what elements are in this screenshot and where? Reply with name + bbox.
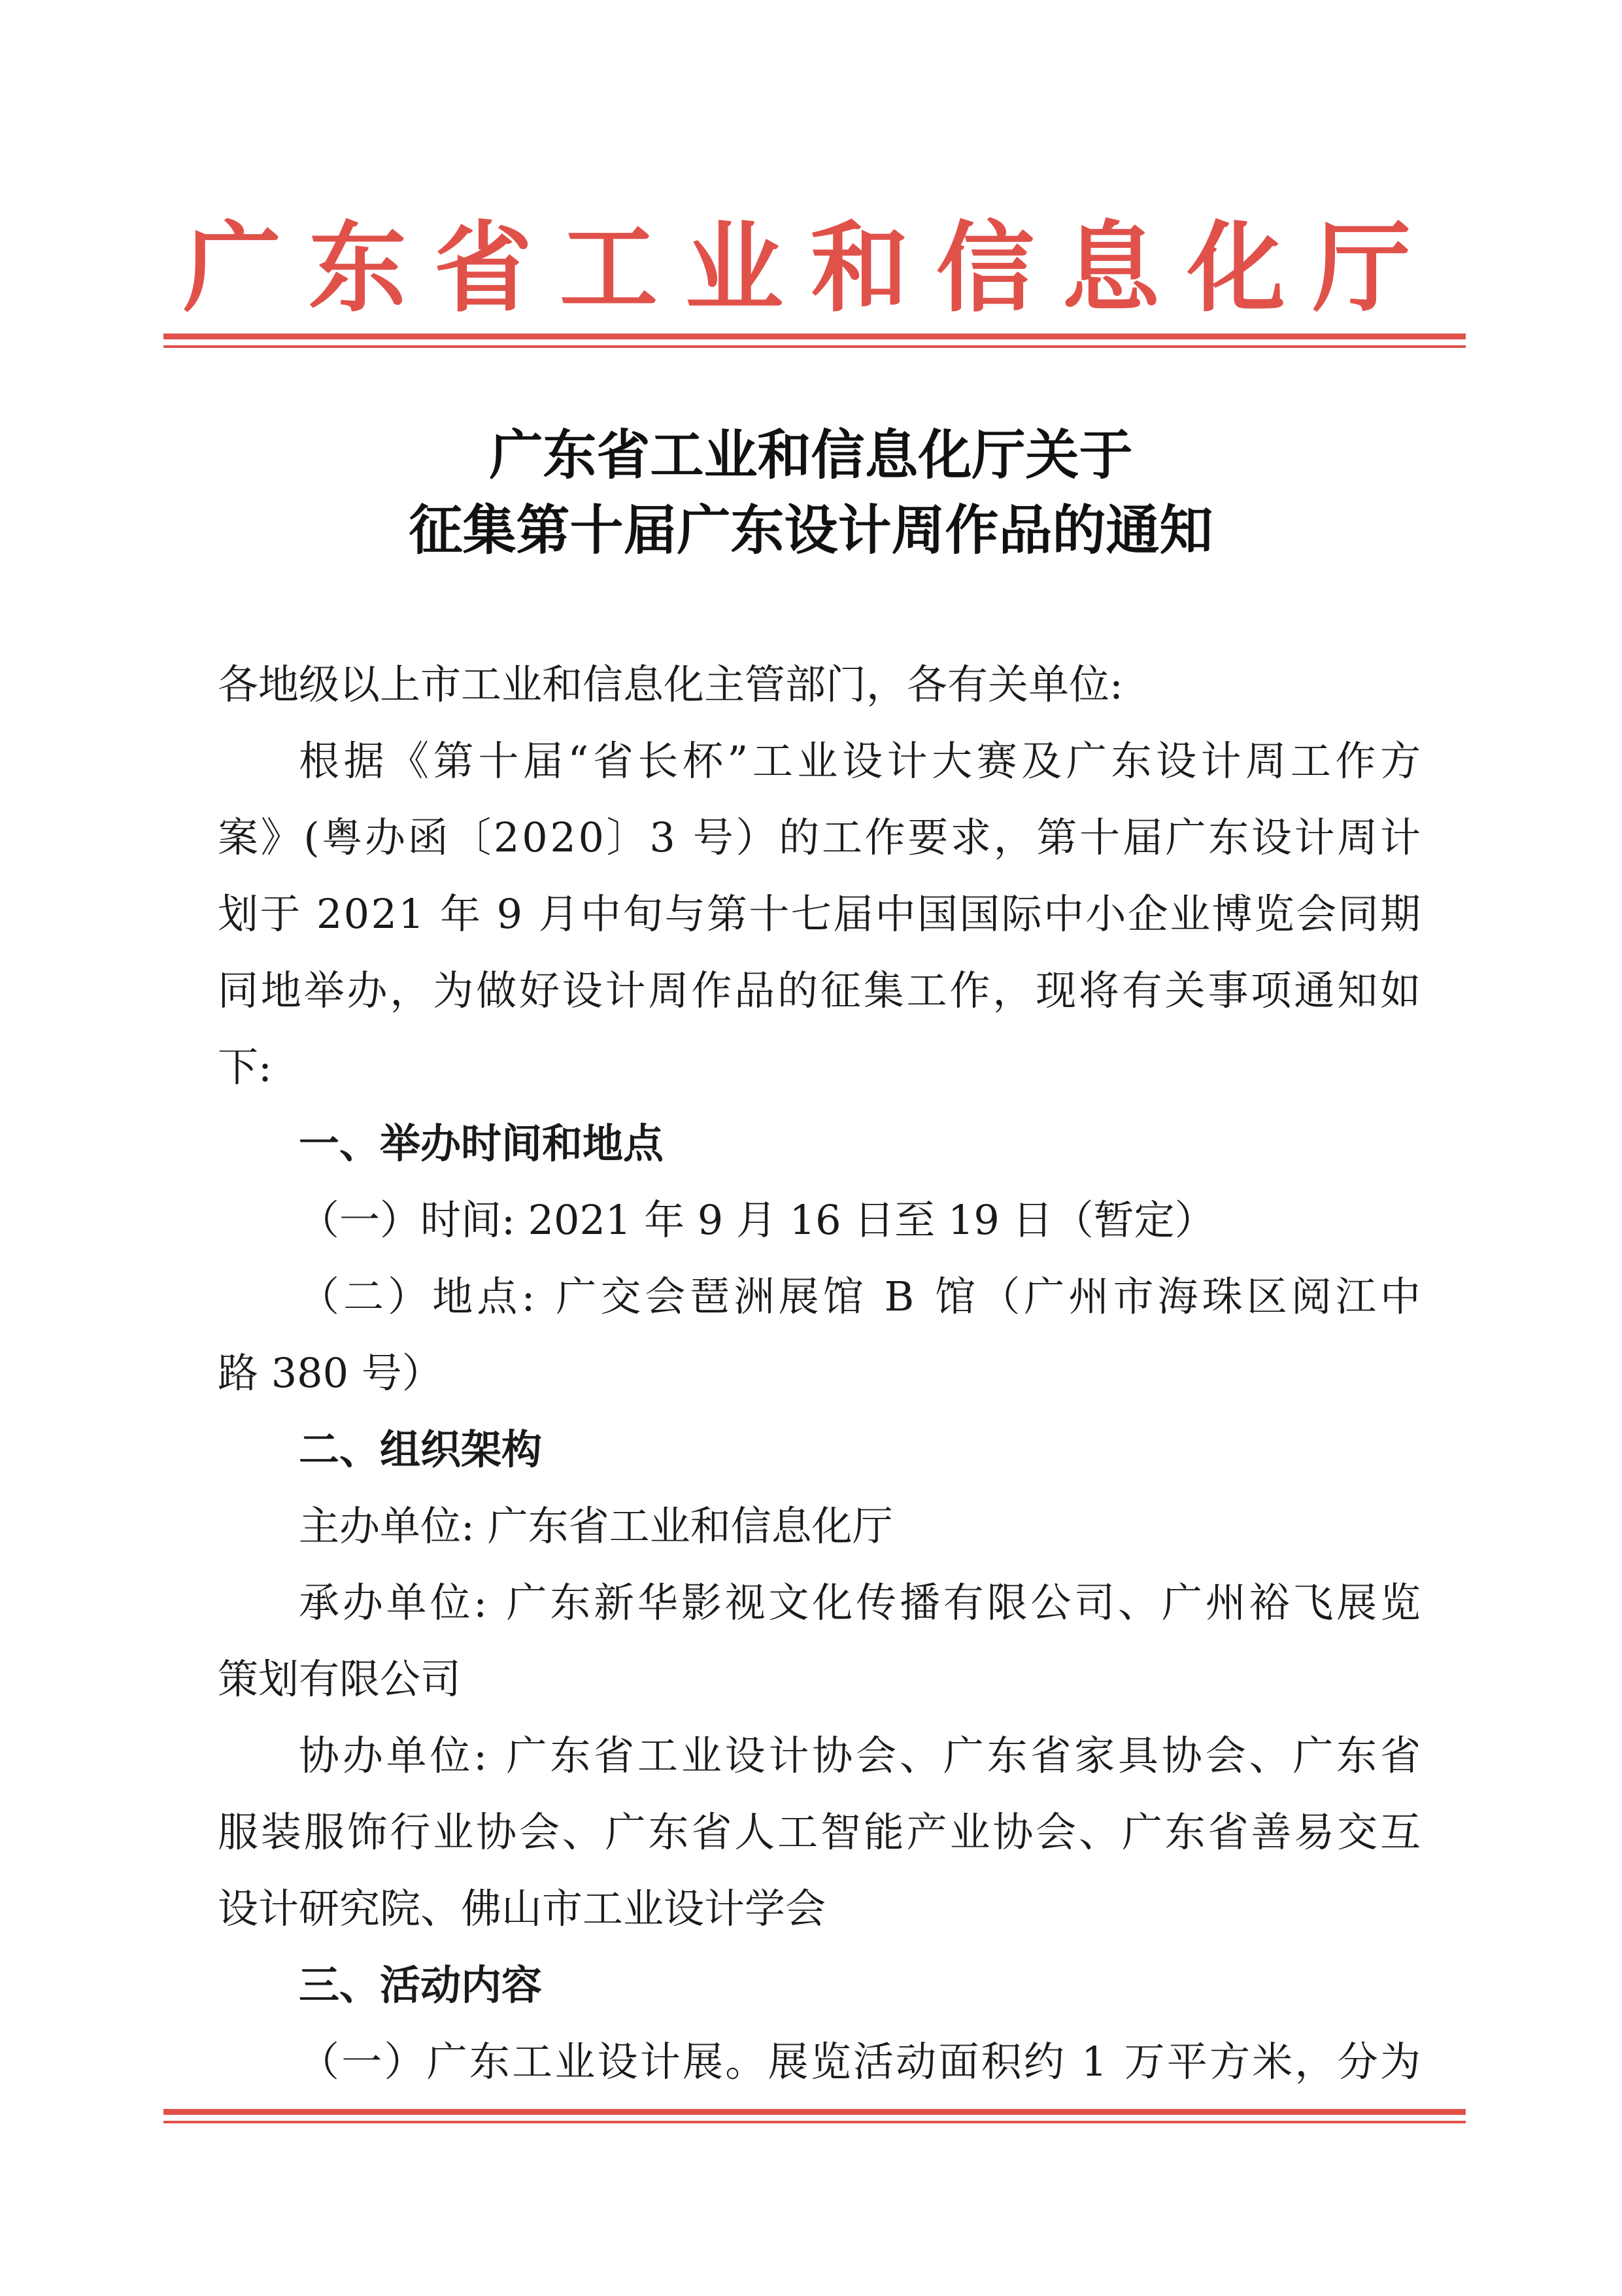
footer-rule-thin (163, 2121, 1466, 2123)
event-place-cont: 路 380 号） (218, 1349, 443, 1397)
organizer-unit-cont: 策划有限公司 (218, 1655, 462, 1703)
co-organizer-unit: 协办单位: 广东省工业设计协会、广东省家具协会、广东省 (299, 1732, 1424, 1779)
document-title-line-2: 征集第十届广东设计周作品的通知 (409, 499, 1213, 562)
intro-line: 划于 2021 年 9 月中旬与第十七届中国国际中小企业博览会同期 (218, 890, 1423, 938)
intro-line: 根据《第十届“省长杯”工业设计大赛及广东设计周工作方 (299, 737, 1425, 785)
activity-item: （一）广东工业设计展。展览活动面积约 1 万平方米，分为 (299, 2038, 1423, 2085)
event-place: （二）地点: 广交会琶洲展馆 B 馆（广州市海珠区阅江中 (299, 1273, 1425, 1320)
intro-line: 案》(粤办函〔2020〕3 号）的工作要求，第十届广东设计周计 (218, 814, 1423, 861)
salutation: 各地级以上市工业和信息化主管部门，各有关单位: (218, 660, 1123, 708)
section-heading: 二、组织架构 (299, 1426, 543, 1473)
document-title-line-1: 广东省工业和信息化厅关于 (489, 424, 1133, 487)
event-time: （一）时间: 2021 年 9 月 16 日至 19 日（暂定） (299, 1196, 1215, 1244)
section-heading: 一、举办时间和地点 (299, 1120, 664, 1167)
host-unit: 主办单位: 广东省工业和信息化厅 (299, 1502, 893, 1550)
document-body (218, 646, 1425, 2100)
section-heading: 三、活动内容 (299, 1961, 543, 2009)
intro-line: 同地举办，为做好设计周作品的征集工作，现将有关事项通知如 (218, 967, 1423, 1014)
footer-rule-thick (163, 2109, 1466, 2115)
header-rule-thin (163, 345, 1466, 348)
organizer-unit: 承办单位: 广东新华影视文化传播有限公司、广州裕飞展览 (299, 1579, 1424, 1626)
co-organizer-unit-cont: 设计研究院、佛山市工业设计学会 (218, 1885, 826, 1932)
co-organizer-unit-cont: 服装服饰行业协会、广东省人工智能产业协会、广东省善易交互 (218, 1808, 1423, 1856)
letterhead-title: 广东省工业和信息化厅 (182, 211, 1438, 326)
intro-line: 下: (218, 1043, 272, 1091)
header-rule-thick (163, 334, 1466, 339)
